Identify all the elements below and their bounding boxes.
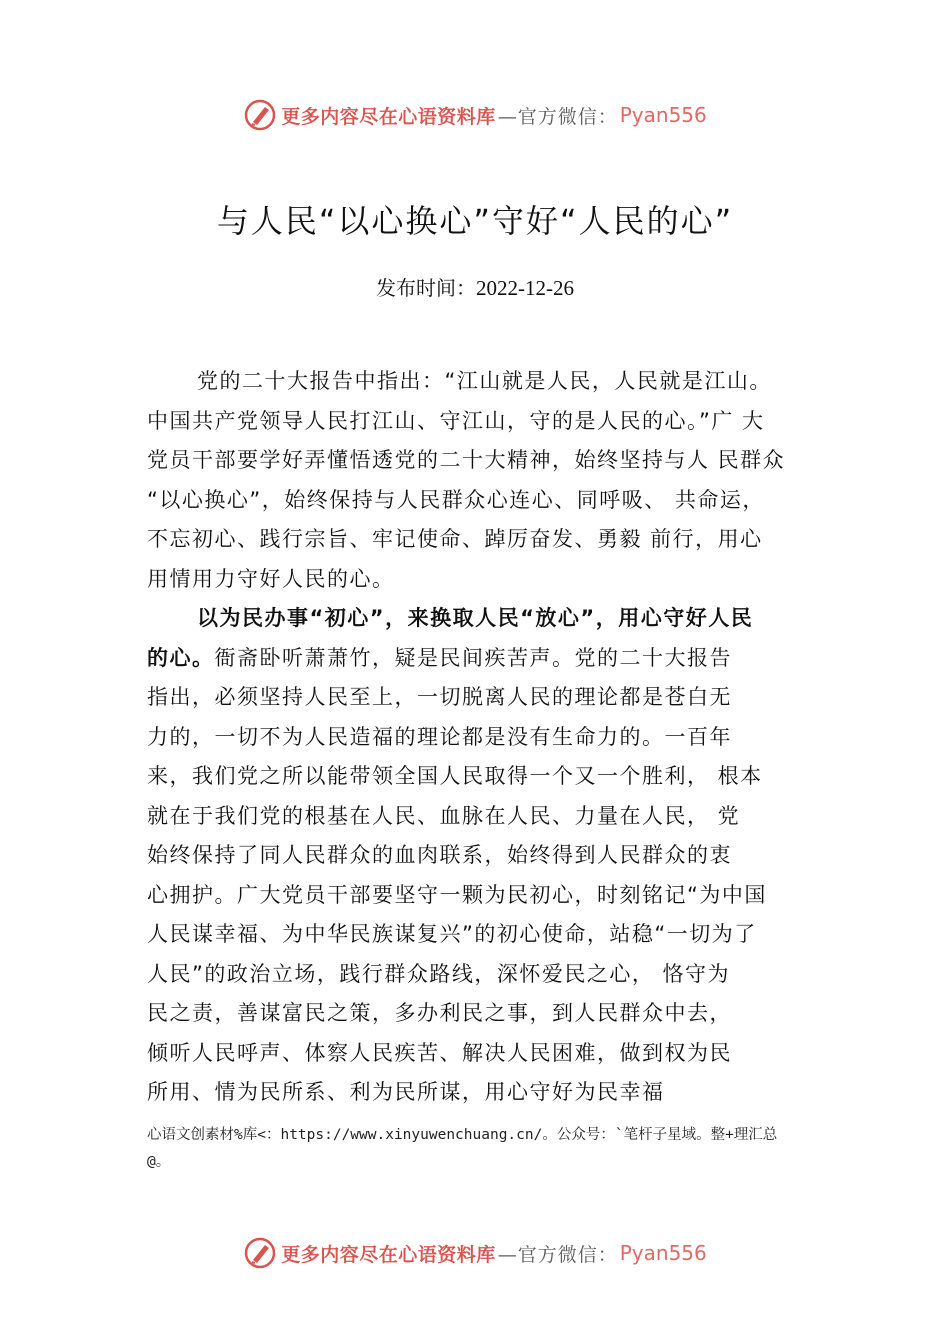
paragraph-line: 倾听人民呼声、体察人民疾苦、解决人民困难，做到权为民 (147, 1040, 732, 1065)
paragraph-line: 就在于我们党的根基在人民、血脉在人民、力量在人民， 党 (147, 803, 741, 828)
paragraph-line: 人民”的政治立场，践行群众路线，深怀爱民之心， 恪守为 (147, 961, 731, 986)
banner-brand: 更多内容尽在心语资料库 (281, 1243, 496, 1266)
banner-handle: Pyan556 (619, 103, 707, 127)
footer-banner (0, 1233, 950, 1273)
paragraph-line: 不忘初心、践行宗旨、牢记使命、踔厉奋发、勇毅 前行，用心 (147, 527, 763, 551)
header-banner (0, 95, 950, 135)
paragraph-line: 力的，一切不为人民造福的理论都是没有生命力的。一百年 (147, 724, 732, 749)
paragraph-line: 民之责，善谋富民之策，多办利民之事，到人民群众中去， (147, 1001, 732, 1025)
banner-official: —官方微信： (497, 1243, 618, 1266)
article-title: 与人民“以心换心”守好“人民的心” (216, 202, 734, 240)
paragraph-line: 中国共产党领导人民打江山、守江山，守的是人民的心。”广 大 (147, 408, 765, 433)
paragraph-line: 指出，必须坚持人民至上，一切脱离人民的理论都是苍白无 (147, 685, 732, 709)
paragraph-lead-end: 的心。 (147, 645, 215, 670)
paragraph-line: 心拥护。广大党员干部要坚守一颗为民初心，时刻铭记“为中国 (147, 882, 767, 907)
publish-date-label: 发布时间： (376, 276, 476, 300)
paragraph-line: 人民谋幸福、为中华民族谋复兴”的初心使命，站稳“一切为了 (147, 922, 757, 946)
paragraph-line: 始终保持了同人民群众的血肉联系，始终得到人民群众的衷 (147, 843, 732, 867)
publish-date-value: 2022-12-26 (476, 276, 574, 300)
source-footer (147, 1122, 847, 1176)
paragraph-line: 用情用力守好人民的心。 (147, 566, 395, 591)
banner-official: —官方微信： (497, 105, 618, 128)
paragraph-line: 来，我们党之所以能带领全国人民取得一个又一个胜利， 根本 (147, 764, 763, 788)
banner-handle: Pyan556 (619, 1241, 707, 1265)
paragraph-line: “以心换心”，始终保持与人民群众心连心、同呼吸、 共命运， (147, 487, 765, 512)
paragraph-first-tail: 衙斋卧听萧萧竹，疑是民间疾苦声。党的二十大报告 (214, 645, 732, 670)
article-body (147, 362, 837, 1113)
pen-seal-logo-icon (243, 1236, 277, 1270)
paragraph-line (147, 639, 837, 679)
paragraph-line: 所用、情为民所系、利为民所谋，用心守好为民幸福 (147, 1080, 665, 1104)
footer-line: 心语文创素材%库<：https://www.xinyuwenchuang.cn/。公众号：`笔杆子星域。整+理汇总 (147, 1127, 778, 1143)
paragraph-line: 党的二十大报告中指出：“江山就是人民，人民就是江山。 (197, 369, 772, 393)
publish-date (0, 272, 950, 301)
banner-brand: 更多内容尽在心语资料库 (281, 105, 496, 128)
paragraph-lead: 以为民办事“初心”，来换取人民“放心”，用心守好人民 (197, 606, 754, 630)
paragraph-line: 党员干部要学好弄懂悟透党的二十大精神，始终坚持与人 民群众 (147, 448, 786, 472)
pen-seal-logo-icon (243, 98, 277, 132)
footer-line: @。 (147, 1154, 171, 1170)
